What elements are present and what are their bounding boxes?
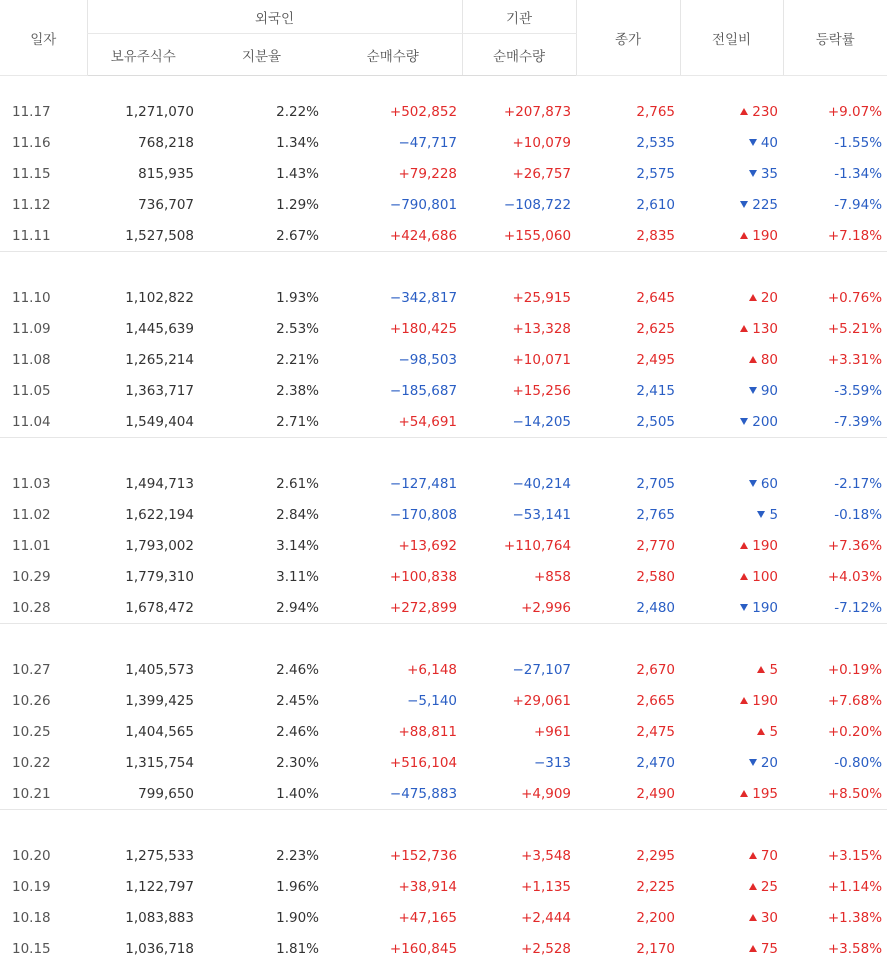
cell-holding: 1,275,533	[87, 840, 199, 871]
triangle-down-icon	[749, 170, 757, 177]
triangle-down-icon	[757, 511, 765, 518]
triangle-up-icon	[740, 325, 748, 332]
cell-close: 2,200	[576, 902, 680, 933]
cell-close: 2,705	[576, 468, 680, 499]
triangle-up-icon	[740, 542, 748, 549]
group-separator	[0, 252, 887, 283]
cell-date: 10.21	[0, 778, 87, 810]
cell-date: 10.22	[0, 747, 87, 778]
cell-date: 11.16	[0, 127, 87, 158]
cell-rate: +9.07%	[783, 96, 887, 127]
cell-rate: -0.80%	[783, 747, 887, 778]
cell-foreign-net: +6,148	[324, 654, 462, 685]
cell-diff	[680, 654, 783, 685]
cell-rate: +3.15%	[783, 840, 887, 871]
cell-institution-net: +2,996	[462, 592, 576, 624]
cell-close: 2,645	[576, 282, 680, 313]
cell-close: 2,835	[576, 220, 680, 252]
cell-foreign-net: +100,838	[324, 561, 462, 592]
cell-diff	[680, 685, 783, 716]
cell-institution-net: −27,107	[462, 654, 576, 685]
cell-rate: +3.58%	[783, 933, 887, 964]
table-row	[0, 747, 887, 778]
cell-holding: 1,404,565	[87, 716, 199, 747]
cell-holding: 1,036,718	[87, 933, 199, 964]
cell-diff	[680, 189, 783, 220]
cell-institution-net: +207,873	[462, 96, 576, 127]
cell-rate: +0.20%	[783, 716, 887, 747]
cell-holding: 1,102,822	[87, 282, 199, 313]
cell-diff-value: 30	[761, 910, 778, 926]
cell-foreign-net: +160,845	[324, 933, 462, 964]
cell-date: 11.12	[0, 189, 87, 220]
cell-rate: +0.19%	[783, 654, 887, 685]
cell-ratio: 1.34%	[199, 127, 324, 158]
cell-ratio: 2.38%	[199, 375, 324, 406]
table-row	[0, 902, 887, 933]
cell-institution-net: +155,060	[462, 220, 576, 252]
cell-holding: 736,707	[87, 189, 199, 220]
triangle-down-icon	[749, 480, 757, 487]
cell-diff-value: 70	[761, 848, 778, 864]
cell-holding: 1,122,797	[87, 871, 199, 902]
table-row	[0, 282, 887, 313]
cell-date: 11.02	[0, 499, 87, 530]
table-row	[0, 933, 887, 964]
group-separator	[0, 624, 887, 655]
header-rate: 등락률	[783, 0, 887, 76]
cell-institution-net: +10,079	[462, 127, 576, 158]
cell-close: 2,415	[576, 375, 680, 406]
triangle-up-icon	[757, 728, 765, 735]
cell-close: 2,765	[576, 96, 680, 127]
cell-institution-net: +2,444	[462, 902, 576, 933]
cell-date: 10.29	[0, 561, 87, 592]
cell-institution-net: +1,135	[462, 871, 576, 902]
cell-ratio: 1.40%	[199, 778, 324, 810]
cell-holding: 1,363,717	[87, 375, 199, 406]
triangle-up-icon	[740, 790, 748, 797]
cell-rate: +0.76%	[783, 282, 887, 313]
cell-diff	[680, 499, 783, 530]
cell-institution-net: +29,061	[462, 685, 576, 716]
triangle-up-icon	[740, 232, 748, 239]
cell-date: 11.08	[0, 344, 87, 375]
cell-institution-net: +15,256	[462, 375, 576, 406]
cell-close: 2,670	[576, 654, 680, 685]
cell-date: 11.01	[0, 530, 87, 561]
cell-diff	[680, 375, 783, 406]
header-institution: 기관	[462, 0, 576, 34]
triangle-up-icon	[749, 852, 757, 859]
cell-date: 10.20	[0, 840, 87, 871]
cell-diff	[680, 716, 783, 747]
cell-ratio: 2.71%	[199, 406, 324, 438]
cell-holding: 1,678,472	[87, 592, 199, 624]
cell-diff-value: 225	[752, 197, 778, 213]
header-institution-net: 순매수량	[462, 34, 576, 76]
cell-foreign-net: +38,914	[324, 871, 462, 902]
cell-close: 2,490	[576, 778, 680, 810]
cell-foreign-net: −475,883	[324, 778, 462, 810]
group-separator	[0, 810, 887, 841]
cell-diff	[680, 561, 783, 592]
table-row	[0, 654, 887, 685]
group-separator	[0, 438, 887, 469]
cell-date: 11.10	[0, 282, 87, 313]
cell-institution-net: +10,071	[462, 344, 576, 375]
cell-holding: 1,494,713	[87, 468, 199, 499]
table-row	[0, 871, 887, 902]
cell-foreign-net: +79,228	[324, 158, 462, 189]
cell-rate: -1.55%	[783, 127, 887, 158]
header-ratio: 지분율	[199, 34, 324, 76]
cell-diff	[680, 96, 783, 127]
cell-rate: -7.12%	[783, 592, 887, 624]
cell-institution-net: +110,764	[462, 530, 576, 561]
cell-institution-net: −313	[462, 747, 576, 778]
cell-diff	[680, 344, 783, 375]
cell-rate: +7.36%	[783, 530, 887, 561]
cell-foreign-net: +152,736	[324, 840, 462, 871]
cell-diff-value: 190	[752, 538, 778, 554]
cell-rate: +1.38%	[783, 902, 887, 933]
cell-date: 11.15	[0, 158, 87, 189]
cell-diff-value: 130	[752, 321, 778, 337]
cell-ratio: 1.81%	[199, 933, 324, 964]
cell-close: 2,765	[576, 499, 680, 530]
cell-ratio: 2.94%	[199, 592, 324, 624]
cell-diff-value: 190	[752, 228, 778, 244]
cell-diff	[680, 158, 783, 189]
cell-holding: 1,083,883	[87, 902, 199, 933]
cell-institution-net: −108,722	[462, 189, 576, 220]
triangle-up-icon	[749, 945, 757, 952]
cell-ratio: 1.29%	[199, 189, 324, 220]
cell-rate: +5.21%	[783, 313, 887, 344]
triangle-down-icon	[749, 759, 757, 766]
cell-rate: -0.18%	[783, 499, 887, 530]
cell-ratio: 2.22%	[199, 96, 324, 127]
cell-close: 2,575	[576, 158, 680, 189]
cell-diff-value: 200	[752, 414, 778, 430]
cell-diff	[680, 406, 783, 438]
cell-diff-value: 80	[761, 352, 778, 368]
cell-holding: 768,218	[87, 127, 199, 158]
cell-foreign-net: +180,425	[324, 313, 462, 344]
cell-date: 11.05	[0, 375, 87, 406]
cell-diff-value: 190	[752, 693, 778, 709]
cell-close: 2,535	[576, 127, 680, 158]
cell-institution-net: +4,909	[462, 778, 576, 810]
cell-diff-value: 25	[761, 879, 778, 895]
cell-ratio: 2.61%	[199, 468, 324, 499]
cell-foreign-net: +47,165	[324, 902, 462, 933]
cell-diff	[680, 778, 783, 810]
cell-close: 2,505	[576, 406, 680, 438]
cell-close: 2,480	[576, 592, 680, 624]
triangle-up-icon	[740, 573, 748, 580]
table-row	[0, 313, 887, 344]
table-row	[0, 561, 887, 592]
cell-holding: 1,405,573	[87, 654, 199, 685]
cell-date: 10.26	[0, 685, 87, 716]
cell-diff	[680, 871, 783, 902]
cell-institution-net: +26,757	[462, 158, 576, 189]
cell-date: 10.27	[0, 654, 87, 685]
cell-ratio: 2.67%	[199, 220, 324, 252]
cell-institution-net: +961	[462, 716, 576, 747]
cell-close: 2,665	[576, 685, 680, 716]
cell-close: 2,225	[576, 871, 680, 902]
cell-institution-net: +13,328	[462, 313, 576, 344]
cell-foreign-net: +13,692	[324, 530, 462, 561]
table-row	[0, 158, 887, 189]
cell-diff-value: 20	[761, 755, 778, 771]
cell-diff	[680, 902, 783, 933]
cell-rate: -7.94%	[783, 189, 887, 220]
table-row	[0, 96, 887, 127]
cell-holding: 1,527,508	[87, 220, 199, 252]
table-row	[0, 127, 887, 158]
cell-date: 11.11	[0, 220, 87, 252]
cell-holding: 1,779,310	[87, 561, 199, 592]
cell-institution-net: −14,205	[462, 406, 576, 438]
cell-date: 10.18	[0, 902, 87, 933]
cell-ratio: 1.93%	[199, 282, 324, 313]
cell-rate: -1.34%	[783, 158, 887, 189]
cell-diff	[680, 127, 783, 158]
group-separator	[0, 76, 887, 97]
cell-date: 11.09	[0, 313, 87, 344]
cell-diff-value: 75	[761, 941, 778, 957]
cell-diff	[680, 282, 783, 313]
cell-diff-value: 230	[752, 104, 778, 120]
cell-rate: +7.18%	[783, 220, 887, 252]
cell-foreign-net: −47,717	[324, 127, 462, 158]
cell-holding: 1,265,214	[87, 344, 199, 375]
cell-close: 2,475	[576, 716, 680, 747]
cell-foreign-net: +516,104	[324, 747, 462, 778]
cell-foreign-net: +424,686	[324, 220, 462, 252]
cell-holding: 1,399,425	[87, 685, 199, 716]
cell-ratio: 2.30%	[199, 747, 324, 778]
cell-foreign-net: +272,899	[324, 592, 462, 624]
cell-rate: -7.39%	[783, 406, 887, 438]
cell-institution-net: +858	[462, 561, 576, 592]
triangle-up-icon	[749, 294, 757, 301]
triangle-up-icon	[757, 666, 765, 673]
cell-ratio: 2.46%	[199, 716, 324, 747]
triangle-up-icon	[749, 883, 757, 890]
cell-foreign-net: +54,691	[324, 406, 462, 438]
table-row	[0, 685, 887, 716]
cell-holding: 1,549,404	[87, 406, 199, 438]
cell-diff	[680, 220, 783, 252]
cell-institution-net: −53,141	[462, 499, 576, 530]
cell-close: 2,770	[576, 530, 680, 561]
table-body	[0, 76, 887, 964]
header-foreign-net: 순매수량	[324, 34, 462, 76]
cell-ratio: 2.21%	[199, 344, 324, 375]
cell-foreign-net: +502,852	[324, 96, 462, 127]
cell-holding: 1,445,639	[87, 313, 199, 344]
header-foreign: 외국인	[87, 0, 462, 34]
table-row	[0, 499, 887, 530]
cell-holding: 1,315,754	[87, 747, 199, 778]
cell-institution-net: +2,528	[462, 933, 576, 964]
cell-holding: 1,793,002	[87, 530, 199, 561]
cell-foreign-net: −790,801	[324, 189, 462, 220]
cell-close: 2,580	[576, 561, 680, 592]
table-row	[0, 344, 887, 375]
cell-diff	[680, 468, 783, 499]
triangle-down-icon	[749, 139, 757, 146]
cell-diff	[680, 933, 783, 964]
cell-rate: +1.14%	[783, 871, 887, 902]
cell-diff	[680, 530, 783, 561]
triangle-up-icon	[740, 697, 748, 704]
cell-diff-value: 5	[769, 724, 778, 740]
cell-foreign-net: −98,503	[324, 344, 462, 375]
cell-rate: +4.03%	[783, 561, 887, 592]
cell-date: 11.04	[0, 406, 87, 438]
cell-date: 10.28	[0, 592, 87, 624]
cell-rate: -2.17%	[783, 468, 887, 499]
cell-diff	[680, 840, 783, 871]
table-row	[0, 716, 887, 747]
table-row	[0, 375, 887, 406]
triangle-down-icon	[749, 387, 757, 394]
cell-foreign-net: −342,817	[324, 282, 462, 313]
table-row	[0, 592, 887, 624]
triangle-down-icon	[740, 201, 748, 208]
cell-date: 11.17	[0, 96, 87, 127]
cell-diff-value: 90	[761, 383, 778, 399]
table-row	[0, 220, 887, 252]
table-row	[0, 189, 887, 220]
cell-holding: 799,650	[87, 778, 199, 810]
cell-diff-value: 100	[752, 569, 778, 585]
cell-diff-value: 195	[752, 786, 778, 802]
cell-close: 2,495	[576, 344, 680, 375]
cell-rate: +7.68%	[783, 685, 887, 716]
cell-holding: 1,271,070	[87, 96, 199, 127]
header-date: 일자	[0, 0, 87, 76]
triangle-up-icon	[749, 914, 757, 921]
cell-rate: +8.50%	[783, 778, 887, 810]
cell-diff-value: 190	[752, 600, 778, 616]
table-row	[0, 468, 887, 499]
cell-ratio: 2.53%	[199, 313, 324, 344]
cell-foreign-net: +88,811	[324, 716, 462, 747]
cell-ratio: 2.45%	[199, 685, 324, 716]
header-close: 종가	[576, 0, 680, 76]
cell-ratio: 2.84%	[199, 499, 324, 530]
cell-diff-value: 40	[761, 135, 778, 151]
cell-close: 2,295	[576, 840, 680, 871]
header-holding: 보유주식수	[87, 34, 199, 76]
cell-ratio: 2.23%	[199, 840, 324, 871]
table-row	[0, 840, 887, 871]
triangle-down-icon	[740, 604, 748, 611]
cell-diff-value: 60	[761, 476, 778, 492]
cell-diff-value: 5	[769, 662, 778, 678]
cell-date: 10.19	[0, 871, 87, 902]
triangle-up-icon	[749, 356, 757, 363]
cell-foreign-net: −5,140	[324, 685, 462, 716]
cell-rate: +3.31%	[783, 344, 887, 375]
cell-institution-net: −40,214	[462, 468, 576, 499]
cell-ratio: 1.43%	[199, 158, 324, 189]
cell-diff	[680, 592, 783, 624]
cell-holding: 815,935	[87, 158, 199, 189]
triangle-up-icon	[740, 108, 748, 115]
table-row	[0, 778, 887, 810]
cell-rate: -3.59%	[783, 375, 887, 406]
cell-ratio: 2.46%	[199, 654, 324, 685]
cell-close: 2,610	[576, 189, 680, 220]
cell-date: 10.15	[0, 933, 87, 964]
cell-close: 2,470	[576, 747, 680, 778]
cell-close: 2,625	[576, 313, 680, 344]
cell-date: 10.25	[0, 716, 87, 747]
cell-close: 2,170	[576, 933, 680, 964]
cell-ratio: 3.11%	[199, 561, 324, 592]
cell-foreign-net: −185,687	[324, 375, 462, 406]
cell-holding: 1,622,194	[87, 499, 199, 530]
cell-diff	[680, 747, 783, 778]
header-diff: 전일비	[680, 0, 783, 76]
cell-diff-value: 20	[761, 290, 778, 306]
cell-diff-value: 5	[769, 507, 778, 523]
cell-diff	[680, 313, 783, 344]
cell-ratio: 1.96%	[199, 871, 324, 902]
table-row	[0, 530, 887, 561]
cell-foreign-net: −170,808	[324, 499, 462, 530]
cell-institution-net: +3,548	[462, 840, 576, 871]
cell-foreign-net: −127,481	[324, 468, 462, 499]
cell-date: 11.03	[0, 468, 87, 499]
cell-ratio: 1.90%	[199, 902, 324, 933]
cell-diff-value: 35	[761, 166, 778, 182]
table-row	[0, 406, 887, 438]
triangle-down-icon	[740, 418, 748, 425]
cell-institution-net: +25,915	[462, 282, 576, 313]
cell-ratio: 3.14%	[199, 530, 324, 561]
